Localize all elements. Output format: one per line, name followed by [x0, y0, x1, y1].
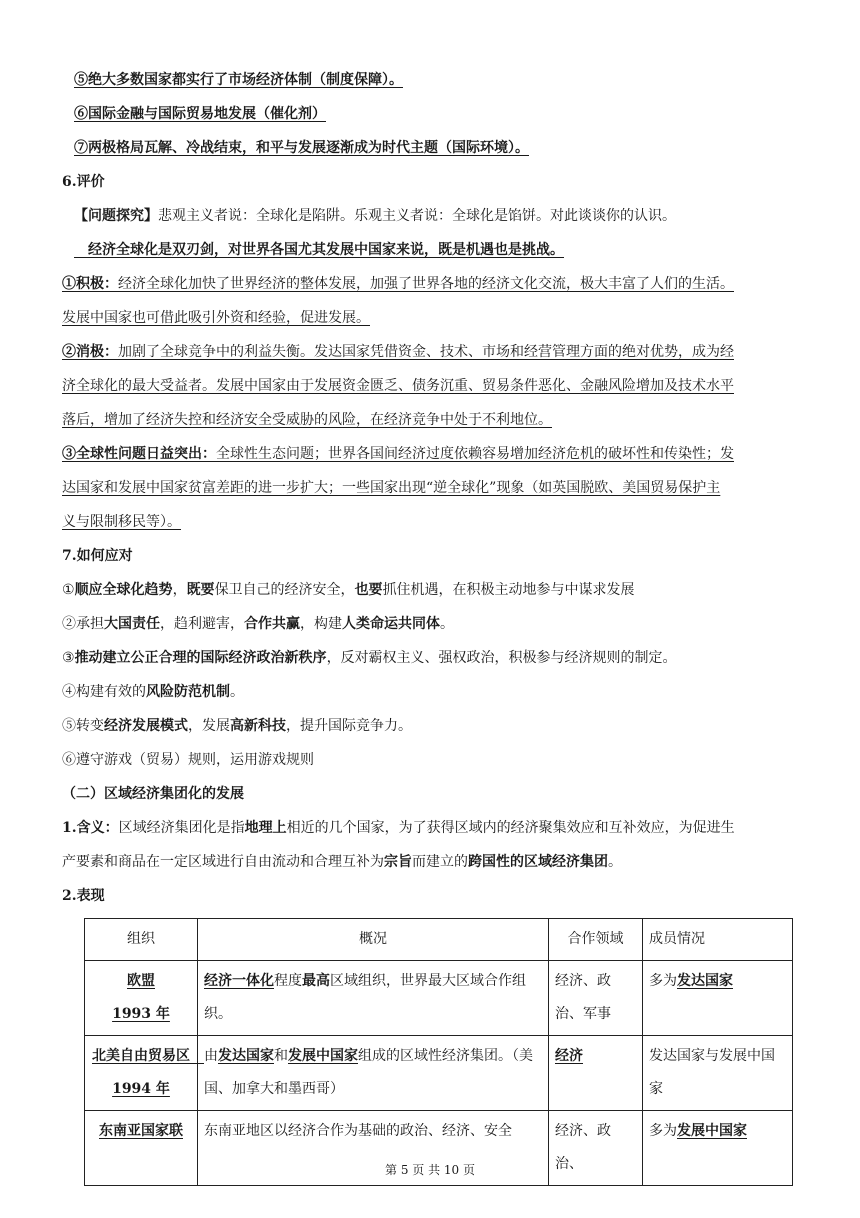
- cell-org: [85, 961, 198, 1036]
- text-segment: 经济、政治、: [555, 1123, 611, 1172]
- text-segment: ⑤转变: [62, 718, 104, 734]
- cell-field: [549, 1036, 643, 1111]
- text-segment: 6.评价: [62, 174, 105, 190]
- text-line: [62, 546, 802, 566]
- text-line: [62, 648, 802, 668]
- text-line: [62, 274, 802, 294]
- cell-field: [549, 961, 643, 1036]
- text-segment: 1.含义：: [62, 820, 119, 836]
- cell-overview: [198, 1036, 549, 1111]
- text-segment: 由: [204, 1048, 218, 1064]
- text-segment: 人类命运共同体: [342, 616, 440, 632]
- text-segment: 多为: [649, 1123, 677, 1139]
- text-line: [74, 70, 814, 90]
- table-row: [85, 1036, 793, 1111]
- text-segment: 。: [230, 684, 244, 700]
- text-segment: 发展中国家: [288, 1048, 358, 1064]
- regional-groups-table: [84, 918, 793, 1186]
- text-line: [62, 308, 802, 328]
- text-segment: ①积极：: [62, 276, 118, 292]
- text-segment: 达国家和发展中国家贫富差距的进一步扩大；一些国家出现“逆全球化”现象（如英国脱欧、美国贸易保护主: [62, 480, 721, 496]
- text-segment: 发展中国家也可借此吸引外资和经验，促进发展。: [62, 310, 370, 326]
- text-segment: 相近的几个国家，为了获得区域内的经济聚集效应和互补效应，为促进生: [286, 820, 735, 836]
- text-segment: 东南亚地区以经济合作为基础的政治、经济、安全: [204, 1123, 512, 1139]
- text-segment: 大国责任: [104, 616, 160, 632]
- text-segment: ⑥国际金融与国际贸易地发展（催化剂）: [74, 106, 326, 122]
- text-segment: 抓住机遇，在积极主动地参与中谋求发展: [382, 582, 635, 598]
- text-line: [74, 240, 814, 260]
- header-field: 合作领域: [549, 919, 643, 961]
- text-line: [62, 478, 802, 498]
- text-segment: 东南亚国家联: [99, 1123, 183, 1139]
- text-segment: 【问题探究】: [74, 208, 158, 224]
- text-segment: 1993 年: [112, 1006, 170, 1022]
- text-segment: 2.表现: [62, 888, 105, 904]
- text-segment: ①: [62, 582, 75, 598]
- text-line: [62, 376, 802, 396]
- text-segment: 和: [274, 1048, 288, 1064]
- header-org: 组织: [85, 919, 198, 961]
- text-segment: 经济: [555, 1048, 583, 1064]
- text-segment: 发达国家: [218, 1048, 274, 1064]
- text-segment: 也要: [354, 582, 383, 598]
- text-line: [62, 886, 802, 906]
- text-segment: 而建立的: [412, 854, 468, 870]
- text-segment: ③: [62, 650, 75, 666]
- page-footer: 第 5 页 共 10 页: [385, 1163, 475, 1177]
- text-segment: 程度: [274, 973, 302, 989]
- text-segment: 7.如何应对: [62, 548, 133, 564]
- text-segment: 区域经济集团化是指: [118, 820, 245, 836]
- text-segment: 区域组织，世界最大区域合作组织。: [204, 973, 526, 1022]
- text-segment: ②承担: [62, 616, 104, 632]
- text-segment: ，构建: [300, 616, 342, 632]
- header-overview: 概况: [198, 919, 549, 961]
- text-segment: 顺应全球化趋势: [74, 582, 173, 598]
- text-segment: 欧盟: [127, 973, 155, 989]
- text-segment: 合作共赢: [244, 616, 300, 632]
- cell-members: [643, 961, 793, 1036]
- text-segment: ，反对霸权主义、强权政治，积极参与经济规则的制定。: [326, 650, 677, 666]
- text-line: [62, 682, 802, 702]
- text-segment: 推动建立公正合理的国际经济政治新秩序: [74, 650, 327, 666]
- text-segment: 经济全球化是双刃剑，对世界各国尤其发展中国家来说，既是机遇也是挑战。: [74, 242, 564, 258]
- text-segment: ⑥遵守游戏（贸易）规则，运用游戏规则: [62, 752, 314, 768]
- text-segment: 地理上: [244, 820, 287, 836]
- text-segment: 跨国性的区域经济集团: [468, 854, 608, 870]
- text-segment: ②消极：: [62, 344, 118, 360]
- text-line: [62, 172, 802, 192]
- text-segment: （二）区域经济集团化的发展: [62, 786, 244, 802]
- cell-members: [643, 1036, 793, 1111]
- text-segment: ③全球性问题日益突出：: [62, 446, 216, 462]
- text-segment: 风险防范机制: [146, 684, 230, 700]
- text-segment: ⑦两极格局瓦解、冷战结束，和平与发展逐渐成为时代主题（国际环境）。: [74, 140, 529, 156]
- text-line: [62, 410, 802, 430]
- header-members: 成员情况: [643, 919, 793, 961]
- text-segment: ，: [172, 582, 187, 598]
- text-line: [62, 444, 802, 464]
- text-segment: 发达国家: [677, 973, 733, 989]
- table-header-row: [85, 919, 793, 961]
- text-line: [62, 716, 802, 736]
- text-segment: 义与限制移民等）。: [62, 514, 181, 530]
- text-line: [62, 818, 802, 838]
- text-segment: 多为: [649, 973, 677, 989]
- text-segment: 组成的区域性经济集团。（美国、加拿大和墨西哥）: [204, 1048, 533, 1097]
- text-line: [62, 784, 802, 804]
- text-segment: 产要素和商品在一定区域进行自由流动和合理互补为: [62, 854, 384, 870]
- text-segment: 济全球化的最大受益者。发展中国家由于发展资金匮乏、债务沉重、贸易条件恶化、金融风险增加及技术水平: [62, 378, 734, 394]
- table-body: [85, 961, 793, 1186]
- text-segment: 加剧了全球竞争中的利益失衡。发达国家凭借资金、技术、市场和经营管理方面的绝对优势，成为经: [118, 344, 734, 360]
- text-line: [74, 104, 814, 124]
- cell-org: [85, 1036, 204, 1111]
- text-segment: 经济全球化加快了世界经济的整体发展，加强了世界各地的经济文化交流，极大丰富了人们的生活。: [118, 276, 734, 292]
- text-line: [62, 750, 802, 770]
- text-line: [74, 138, 814, 158]
- text-segment: ⑤绝大多数国家都实行了市场经济体制（制度保障）。: [74, 72, 403, 88]
- text-segment: 高新科技: [230, 718, 286, 734]
- text-line: [74, 206, 814, 226]
- table-row: [85, 961, 793, 1036]
- text-segment: 悲观主义者说：全球化是陷阱。乐观主义者说：全球化是馅饼。对此谈谈你的认识。: [158, 208, 676, 224]
- text-segment: 最高: [302, 973, 330, 989]
- text-segment: 发达国家与发展中国家: [649, 1048, 775, 1097]
- text-line: [62, 512, 802, 532]
- text-segment: 落后，增加了经济失控和经济安全受威胁的风险，在经济竞争中处于不利地位。: [62, 412, 552, 428]
- text-line: [62, 614, 802, 634]
- text-segment: ，发展: [188, 718, 230, 734]
- text-line: [62, 342, 802, 362]
- text-segment: 经济、政治、军事: [555, 973, 611, 1022]
- text-line: [62, 852, 802, 872]
- text-segment: 发展中国家: [677, 1123, 747, 1139]
- text-segment: 经济发展模式: [104, 718, 188, 734]
- text-line: [62, 580, 802, 600]
- text-segment: ④构建有效的: [62, 684, 146, 700]
- text-segment: 经济一体化: [204, 973, 274, 989]
- text-segment: 宗旨: [384, 854, 412, 870]
- text-segment: 。: [608, 854, 622, 870]
- text-segment: ，提升国际竞争力。: [286, 718, 412, 734]
- text-segment: 全球性生态问题；世界各国间经济过度依赖容易增加经济危机的破坏性和传染性；发: [216, 446, 734, 462]
- text-segment: 北美自由贸易区 1994 年: [92, 1048, 204, 1097]
- cell-overview: [198, 961, 549, 1036]
- text-segment: 保卫自己的经济安全，: [214, 582, 355, 598]
- text-segment: ，趋利避害，: [160, 616, 244, 632]
- text-segment: 。: [440, 616, 454, 632]
- text-segment: 既要: [186, 582, 215, 598]
